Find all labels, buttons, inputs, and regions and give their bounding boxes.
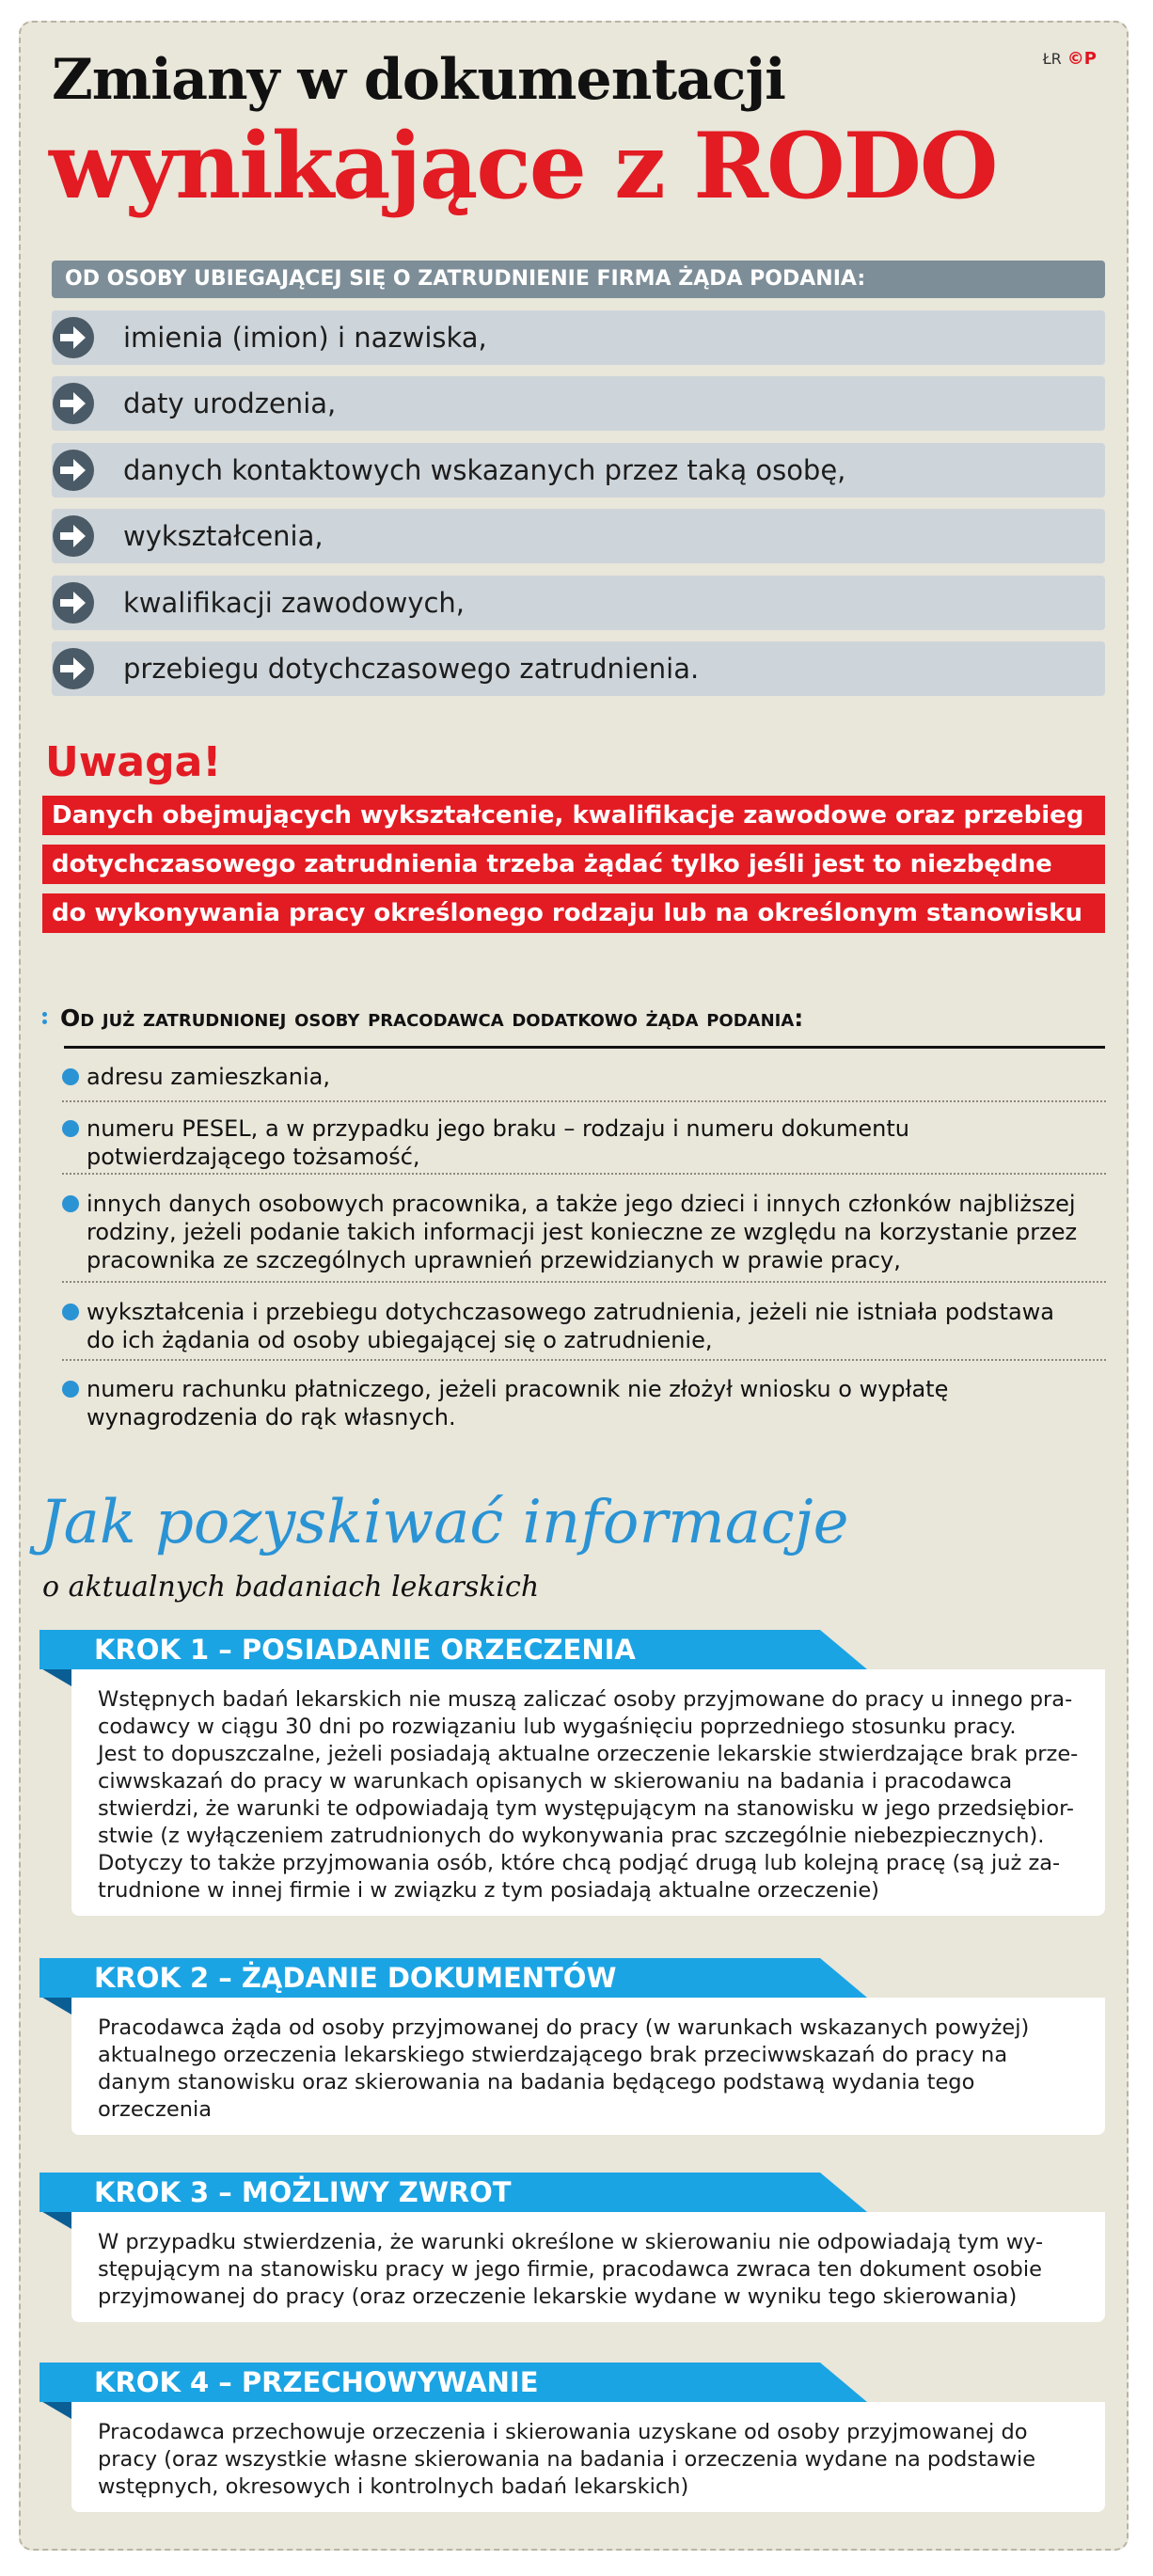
dotted-separator [62, 1173, 1106, 1175]
step-text-line: stwierdzi, że warunki te odpowiadają tym występującym na stanowisku w jego przedsiębior- [98, 1796, 1075, 1821]
step-text-line: codawcy w ciągu 30 dni po rozwiązaniu lub wygaśnięciu poprzedniego stosunku pracy. [98, 1715, 1017, 1739]
banner-fold [39, 2210, 71, 2229]
title-line-1: Zmiany w dokumentacji [52, 47, 785, 113]
bullet-icon [62, 1304, 79, 1320]
step-body [71, 1669, 1105, 1916]
arrow-right-circle-icon [52, 382, 95, 425]
applicant-data-item-text: danych kontaktowych wskazanych przez taką osobę, [123, 454, 846, 486]
warning-line: dotychczasowego zatrudnienia trzeba żądać tylko jeśli jest to niezbędne [42, 845, 1105, 884]
banner-fold [39, 1667, 71, 1686]
employee-section-heading [42, 1004, 1105, 1032]
employee-data-item-line: numeru PESEL, a w przypadku jego braku – rodzaju i numeru dokumentu [87, 1115, 909, 1142]
step-text-line: Dotyczy to także przyjmowania osób, które chcą podjąć drugą lub kolejną pracę (są już za- [98, 1851, 1061, 1875]
applicant-data-item-text: kwalifikacji zawodowych, [123, 587, 466, 619]
step-label: KROK 3 – MOŻLIWY ZWROT [94, 2176, 512, 2208]
employee-section-heading-text: Od już zatrudnionej osoby pracodawca dodatkowo żąda podania: [60, 1004, 804, 1032]
step-text-line: Jest to dopuszczalne, jeżeli posiadają aktualne orzeczenie lekarskie stwierdzające brak prze- [98, 1742, 1079, 1766]
title-line-2: wynikające z RODO [49, 113, 997, 219]
applicant-data-item [52, 310, 1105, 365]
employee-data-item [62, 1298, 1106, 1354]
dotted-separator [62, 1281, 1106, 1283]
step-text-line: Pracodawca żąda od osoby przyjmowanej do pracy (w warunkach wskazanych powyżej) [98, 2015, 1030, 2040]
step-text-line: Pracodawca przechowuje orzeczenia i skierowania uzyskane od osoby przyjmowanej do [98, 2420, 1028, 2444]
bullet-icon [62, 1195, 79, 1212]
banner-fold [39, 2400, 71, 2419]
step-text-line: trudnione w innej firmie i w związku z tym posiadają aktualne orzeczenie) [98, 1878, 879, 1903]
step-text-line: aktualnego orzeczenia lekarskiego stwierdzającego brak przeciwwskazań do pracy na [98, 2043, 1008, 2067]
step-text-line: Wstępnych badań lekarskich nie muszą zaliczać osoby przyjmowane do pracy u innego pra- [98, 1687, 1073, 1712]
step-text-line: pracy (oraz wszystkie własne skierowania na badania i orzeczenia wydane na podstawie [98, 2447, 1036, 2472]
credit [1043, 49, 1097, 69]
bullet-icon [62, 1120, 79, 1137]
employee-data-item-line: adresu zamieszkania, [87, 1064, 331, 1090]
employee-data-item-line: wynagrodzenia do rąk własnych. [87, 1404, 456, 1430]
arrow-right-circle-icon [52, 514, 95, 558]
dots-icon [42, 1012, 47, 1024]
step-label: KROK 1 – POSIADANIE ORZECZENIA [94, 1634, 636, 1666]
applicant-data-item-text: przebiegu dotychczasowego zatrudnienia. [123, 653, 700, 685]
step-text-line: stwie (z wyłączeniem zatrudnionych do wykonywania prac szczególnie niebezpiecznych). [98, 1824, 1045, 1848]
employee-data-item [62, 1375, 1106, 1431]
banner-fold [39, 1996, 71, 2015]
step-text-line: przyjmowanej do pracy (oraz orzeczenie lekarskie wydane w wyniku tego skierowania) [98, 2284, 1018, 2309]
warning-line: do wykonywania pracy określonego rodzaju lub na określonym stanowisku [42, 893, 1105, 933]
employee-data-item-line: do ich żądania od osoby ubiegającej się o zatrudnienie, [87, 1327, 713, 1353]
applicant-data-item-text: daty urodzenia, [123, 387, 337, 419]
applicant-data-item [52, 641, 1105, 696]
heading-rule [64, 1046, 1105, 1049]
author-initials: ŁR [1042, 50, 1062, 68]
step-text-line: ciwwskazań do pracy w warunkach opisanych w skierowaniu na badania i pracodawca [98, 1769, 1013, 1794]
step-text-line: orzeczenia [98, 2097, 212, 2122]
employee-data-item [62, 1190, 1106, 1274]
arrow-right-circle-icon [52, 647, 95, 690]
employee-data-item-line: pracownika ze szczególnych uprawnień przewidzianych w prawie pracy, [87, 1247, 901, 1273]
employee-data-item-line: wykształcenia i przebiegu dotychczasowego zatrudnienia, jeżeli nie istniała podstawa [87, 1299, 1054, 1325]
step-body [71, 2402, 1105, 2512]
applicant-data-item-text: imienia (imion) i nazwiska, [123, 322, 487, 354]
warning-title: Uwaga! [45, 738, 222, 786]
applicant-data-item-text: wykształcenia, [123, 520, 324, 552]
bullet-icon [62, 1381, 79, 1398]
arrow-right-circle-icon [52, 316, 95, 359]
info-section-title: Jak pozyskiwać informacje [39, 1488, 849, 1557]
info-section-subtitle: o aktualnych badaniach lekarskich [42, 1571, 540, 1604]
employee-data-item [62, 1114, 1106, 1171]
step-text-line: stępującym na stanowisku pracy w jego firmie, pracodawca zwraca ten dokument osobie [98, 2257, 1042, 2282]
employee-data-item-line: potwierdzającego tożsamość, [87, 1144, 420, 1170]
employee-data-item-line: innych danych osobowych pracownika, a także jego dzieci i innych członków najbliższej [87, 1191, 1076, 1217]
employee-data-item-line: rodziny, jeżeli podanie takich informacji jest konieczne ze względu na korzystanie przez [87, 1219, 1078, 1245]
bullet-icon [62, 1068, 79, 1085]
arrow-right-circle-icon [52, 449, 95, 492]
applicant-data-item [52, 376, 1105, 431]
step-text-line: W przypadku stwierdzenia, że warunki określone w skierowaniu nie odpowiadają tym wy- [98, 2230, 1044, 2254]
arrow-right-circle-icon [52, 581, 95, 624]
applicant-section-heading: OD OSOBY UBIEGAJĄCEJ SIĘ O ZATRUDNIENIE FIRMA ŻĄDA PODANIA: [52, 261, 1105, 298]
step-body [71, 2212, 1105, 2322]
publisher-logo: ©P [1066, 49, 1097, 69]
applicant-data-item [52, 576, 1105, 630]
step-label: KROK 4 – PRZECHOWYWANIE [94, 2366, 539, 2398]
applicant-data-item [52, 443, 1105, 498]
step-body [71, 1998, 1105, 2135]
step-label: KROK 2 – ŻĄDANIE DOKUMENTÓW [94, 1962, 617, 1994]
step-text-line: danym stanowisku oraz skierowania na badania będącego podstawą wydania tego [98, 2070, 975, 2094]
step-text-line: wstępnych, okresowych i kontrolnych badań lekarskich) [98, 2474, 689, 2499]
applicant-data-item [52, 509, 1105, 563]
dotted-separator [62, 1100, 1106, 1102]
employee-data-item-line: numeru rachunku płatniczego, jeżeli pracownik nie złożył wniosku o wypłatę [87, 1376, 949, 1402]
dotted-separator [62, 1359, 1106, 1361]
employee-data-item [62, 1063, 1106, 1091]
warning-line: Danych obejmujących wykształcenie, kwalifikacje zawodowe oraz przebieg [42, 796, 1105, 835]
